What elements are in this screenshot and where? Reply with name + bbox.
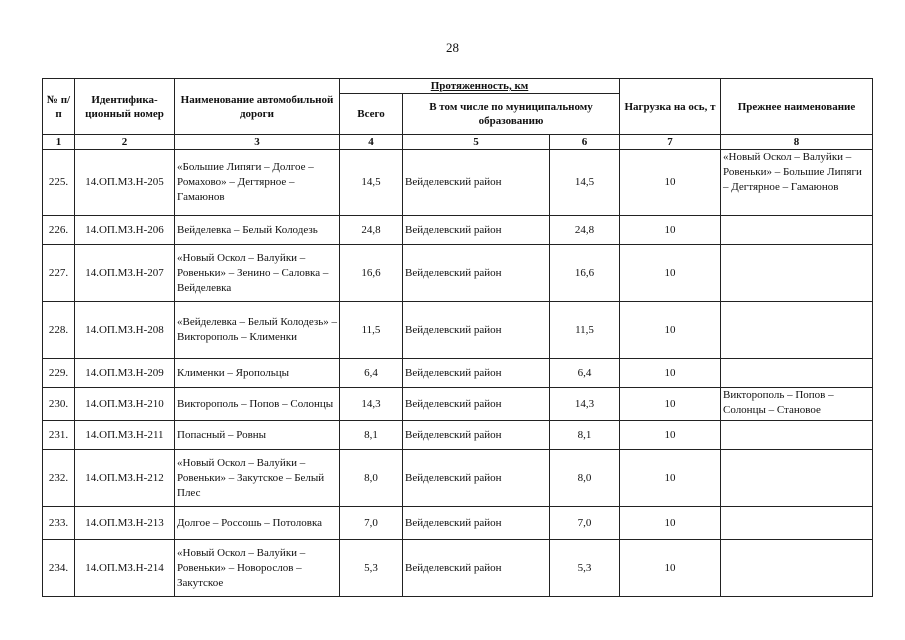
road-id: 14.ОП.МЗ.Н-213 bbox=[75, 507, 175, 540]
previous-name: Викторополь – Попов – Солонцы – Становое bbox=[721, 388, 873, 421]
road-name: «Новый Оскол – Валуйки – Ровеньки» – Закутское – Белый Плес bbox=[175, 450, 340, 507]
road-id: 14.ОП.МЗ.Н-211 bbox=[75, 421, 175, 450]
col-number: 5 bbox=[403, 135, 550, 150]
municipality: Вейделевский район bbox=[403, 421, 550, 450]
previous-name: «Новый Оскол – Валуйки – Ровеньки» – Большие Липяги – Дегтярное – Гамаюнов bbox=[721, 150, 873, 216]
previous-name bbox=[721, 450, 873, 507]
col-number: 1 bbox=[43, 135, 75, 150]
road-name: Клименки – Яропольцы bbox=[175, 359, 340, 388]
axle-load: 10 bbox=[620, 245, 721, 302]
municipal-length: 11,5 bbox=[550, 302, 620, 359]
previous-name bbox=[721, 245, 873, 302]
road-id: 14.ОП.МЗ.Н-214 bbox=[75, 540, 175, 597]
row-number: 225. bbox=[43, 150, 75, 216]
axle-load: 10 bbox=[620, 507, 721, 540]
row-number: 227. bbox=[43, 245, 75, 302]
row-number: 230. bbox=[43, 388, 75, 421]
table-row bbox=[43, 216, 873, 245]
municipality: Вейделевский район bbox=[403, 388, 550, 421]
col-number: 4 bbox=[340, 135, 403, 150]
road-name: «Вейделевка – Белый Колодезь» – Викторополь – Клименки bbox=[175, 302, 340, 359]
header-prev-name: Прежнее наименование bbox=[721, 79, 873, 135]
municipality: Вейделевский район bbox=[403, 150, 550, 216]
municipal-length: 24,8 bbox=[550, 216, 620, 245]
road-name: Викторополь – Попов – Солонцы bbox=[175, 388, 340, 421]
municipal-length: 8,1 bbox=[550, 421, 620, 450]
road-id: 14.ОП.МЗ.Н-207 bbox=[75, 245, 175, 302]
previous-name bbox=[721, 302, 873, 359]
col-number: 3 bbox=[175, 135, 340, 150]
municipality: Вейделевский район bbox=[403, 540, 550, 597]
municipal-length: 14,5 bbox=[550, 150, 620, 216]
axle-load: 10 bbox=[620, 421, 721, 450]
row-number: 228. bbox=[43, 302, 75, 359]
municipality: Вейделевский район bbox=[403, 507, 550, 540]
axle-load: 10 bbox=[620, 450, 721, 507]
length-total: 14,3 bbox=[340, 388, 403, 421]
axle-load: 10 bbox=[620, 359, 721, 388]
road-name: «Новый Оскол – Валуйки – Ровеньки» – Новорослов – Закутское bbox=[175, 540, 340, 597]
table-row bbox=[43, 540, 873, 597]
previous-name bbox=[721, 540, 873, 597]
length-total: 8,0 bbox=[340, 450, 403, 507]
road-name: «Новый Оскол – Валуйки – Ровеньки» – Зенино – Саловка – Вейделевка bbox=[175, 245, 340, 302]
road-id: 14.ОП.МЗ.Н-208 bbox=[75, 302, 175, 359]
header-name: Наименование автомобильной дороги bbox=[175, 79, 340, 135]
previous-name bbox=[721, 359, 873, 388]
col-number: 8 bbox=[721, 135, 873, 150]
previous-name bbox=[721, 507, 873, 540]
previous-name bbox=[721, 421, 873, 450]
row-number: 233. bbox=[43, 507, 75, 540]
header-id: Идентифика-ционный номер bbox=[75, 79, 175, 135]
table-row bbox=[43, 245, 873, 302]
road-id: 14.ОП.МЗ.Н-206 bbox=[75, 216, 175, 245]
road-id: 14.ОП.МЗ.Н-210 bbox=[75, 388, 175, 421]
road-name: Вейделевка – Белый Колодезь bbox=[175, 216, 340, 245]
row-number: 231. bbox=[43, 421, 75, 450]
axle-load: 10 bbox=[620, 540, 721, 597]
header-total: Всего bbox=[340, 94, 403, 135]
row-number: 232. bbox=[43, 450, 75, 507]
length-total: 7,0 bbox=[340, 507, 403, 540]
municipal-length: 16,6 bbox=[550, 245, 620, 302]
table-row bbox=[43, 421, 873, 450]
municipality: Вейделевский район bbox=[403, 245, 550, 302]
table-row bbox=[43, 388, 873, 421]
municipality: Вейделевский район bbox=[403, 450, 550, 507]
col-number: 7 bbox=[620, 135, 721, 150]
municipality: Вейделевский район bbox=[403, 302, 550, 359]
header-length-group: Протяженность, км bbox=[340, 79, 620, 94]
page-number: 28 bbox=[446, 40, 459, 55]
length-total: 5,3 bbox=[340, 540, 403, 597]
length-total: 14,5 bbox=[340, 150, 403, 216]
table-row bbox=[43, 302, 873, 359]
road-name: Попасный – Ровны bbox=[175, 421, 340, 450]
municipal-length: 7,0 bbox=[550, 507, 620, 540]
axle-load: 10 bbox=[620, 302, 721, 359]
header-num: № п/п bbox=[43, 79, 75, 135]
axle-load: 10 bbox=[620, 216, 721, 245]
axle-load: 10 bbox=[620, 388, 721, 421]
length-total: 16,6 bbox=[340, 245, 403, 302]
row-number: 226. bbox=[43, 216, 75, 245]
road-name: «Большие Липяги – Долгое – Ромахово» – Дегтярное – Гамаюнов bbox=[175, 150, 340, 216]
table-row bbox=[43, 359, 873, 388]
header-load: Нагрузка на ось, т bbox=[620, 79, 721, 135]
previous-name bbox=[721, 216, 873, 245]
municipal-length: 5,3 bbox=[550, 540, 620, 597]
municipality: Вейделевский район bbox=[403, 216, 550, 245]
municipal-length: 6,4 bbox=[550, 359, 620, 388]
row-number: 229. bbox=[43, 359, 75, 388]
road-id: 14.ОП.МЗ.Н-205 bbox=[75, 150, 175, 216]
road-id: 14.ОП.МЗ.Н-212 bbox=[75, 450, 175, 507]
table-row bbox=[43, 450, 873, 507]
axle-load: 10 bbox=[620, 150, 721, 216]
municipality: Вейделевский район bbox=[403, 359, 550, 388]
col-number: 2 bbox=[75, 135, 175, 150]
table-row bbox=[43, 150, 873, 216]
col-number: 6 bbox=[550, 135, 620, 150]
table-row bbox=[43, 507, 873, 540]
length-total: 8,1 bbox=[340, 421, 403, 450]
row-number: 234. bbox=[43, 540, 75, 597]
header-municipal: В том числе по муниципальному образованию bbox=[403, 94, 620, 135]
road-name: Долгое – Россошь – Потоловка bbox=[175, 507, 340, 540]
length-total: 6,4 bbox=[340, 359, 403, 388]
municipal-length: 14,3 bbox=[550, 388, 620, 421]
road-id: 14.ОП.МЗ.Н-209 bbox=[75, 359, 175, 388]
roads-table bbox=[42, 78, 873, 597]
length-total: 24,8 bbox=[340, 216, 403, 245]
municipal-length: 8,0 bbox=[550, 450, 620, 507]
length-total: 11,5 bbox=[340, 302, 403, 359]
